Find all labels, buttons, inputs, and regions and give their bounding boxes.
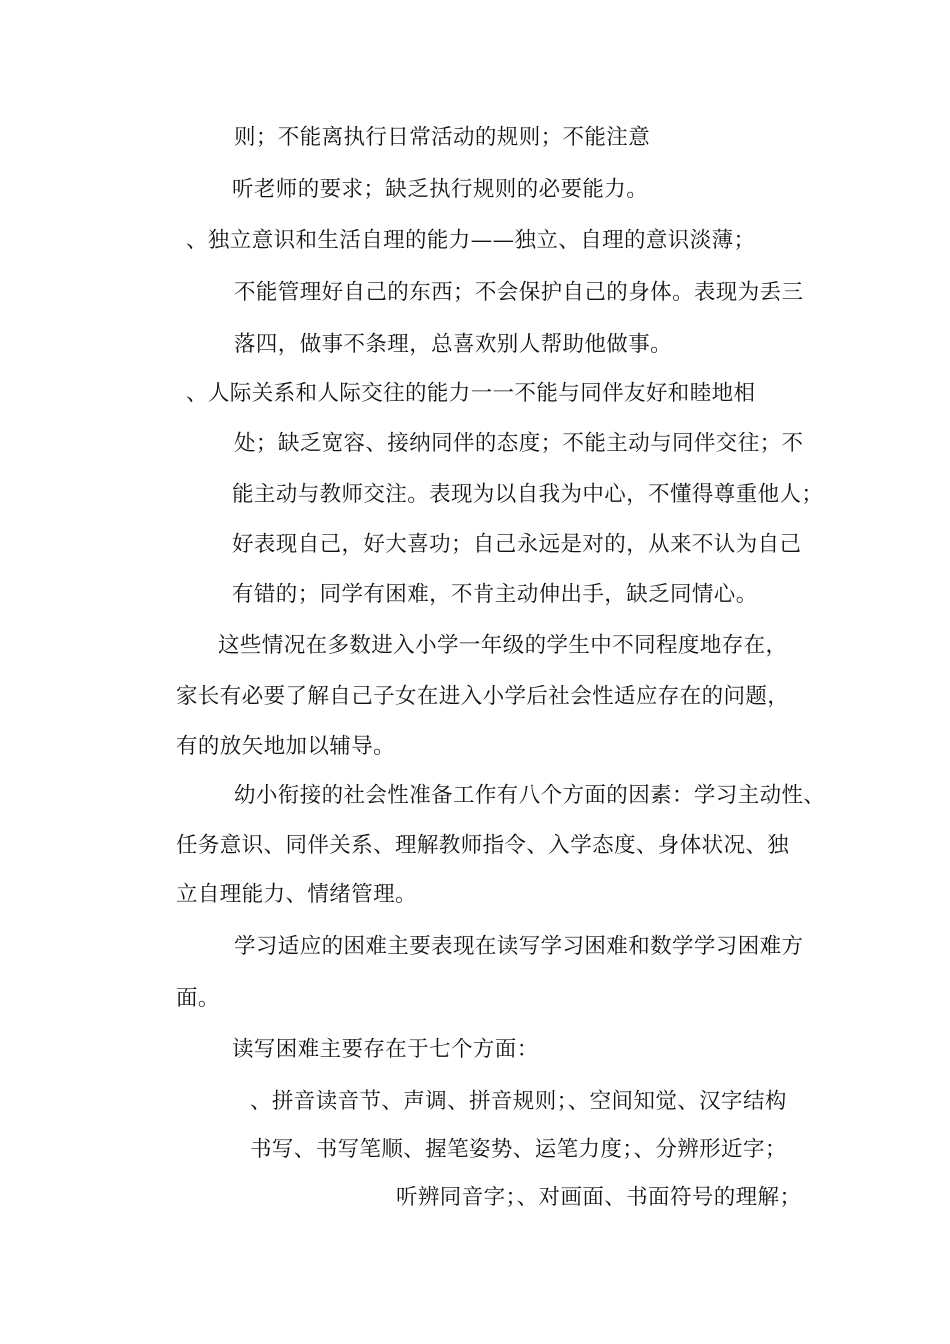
text-line-5: 落四，做事不条理，总喜欢别人帮助他做事。 <box>234 332 673 357</box>
text-line-17: 学习适应的困难主要表现在读写学习困难和数学学习困难方 <box>234 934 804 959</box>
text-line-15: 任务意识、同伴关系、理解教师指令、入学态度、身体状况、独 <box>176 833 790 858</box>
text-line-19: 读写困难主要存在于七个方面： <box>232 1037 539 1062</box>
text-line-11: 这些情况在多数进入小学一年级的学生中不同程度地存在， <box>218 633 788 658</box>
text-line-7: 处；缺乏宽容、接纳同伴的态度；不能主动与同伴交往；不 <box>234 431 804 456</box>
text-line-20: 、拼音读音节、声调、拼音规则；、空间知觉、汉字结构 <box>250 1089 787 1114</box>
text-line-4: 不能管理好自己的东西；不会保护自己的身体。表现为丢三 <box>234 280 804 305</box>
text-line-13: 有的放矢地加以辅导。 <box>176 734 396 759</box>
text-line-21: 书写、书写笔顺、握笔姿势、运笔力度；、分辨形近字； <box>250 1137 787 1162</box>
text-line-14: 幼小衔接的社会性准备工作有八个方面的因素：学习主动性、 <box>234 783 826 808</box>
text-line-22: 听辨同音字；、对画面、书面符号的理解； <box>396 1185 802 1210</box>
text-line-16: 立自理能力、情绪管理。 <box>176 882 417 907</box>
text-line-2: 听老师的要求；缺乏执行规则的必要能力。 <box>232 177 649 202</box>
text-line-18: 面。 <box>176 986 220 1011</box>
text-line-8: 能主动与教师交注。表现为以自我为中心，不懂得尊重他人； <box>232 482 824 507</box>
text-line-12: 家长有必要了解自己子女在进入小学后社会性适应存在的问题， <box>176 684 790 709</box>
text-line-10: 有错的；同学有困难，不肯主动伸出手，缺乏同情心。 <box>232 582 758 607</box>
text-line-3: 、独立意识和生活自理的能力——独立、自理的意识淡薄； <box>186 228 756 253</box>
text-line-9: 好表现自己，好大喜功；自己永远是对的，从来不认为自己 <box>232 532 802 557</box>
text-line-6: 、人际关系和人际交往的能力一一不能与同伴友好和睦地相 <box>186 381 756 406</box>
text-line-1: 则；不能离执行日常活动的规则；不能注意 <box>234 125 651 150</box>
